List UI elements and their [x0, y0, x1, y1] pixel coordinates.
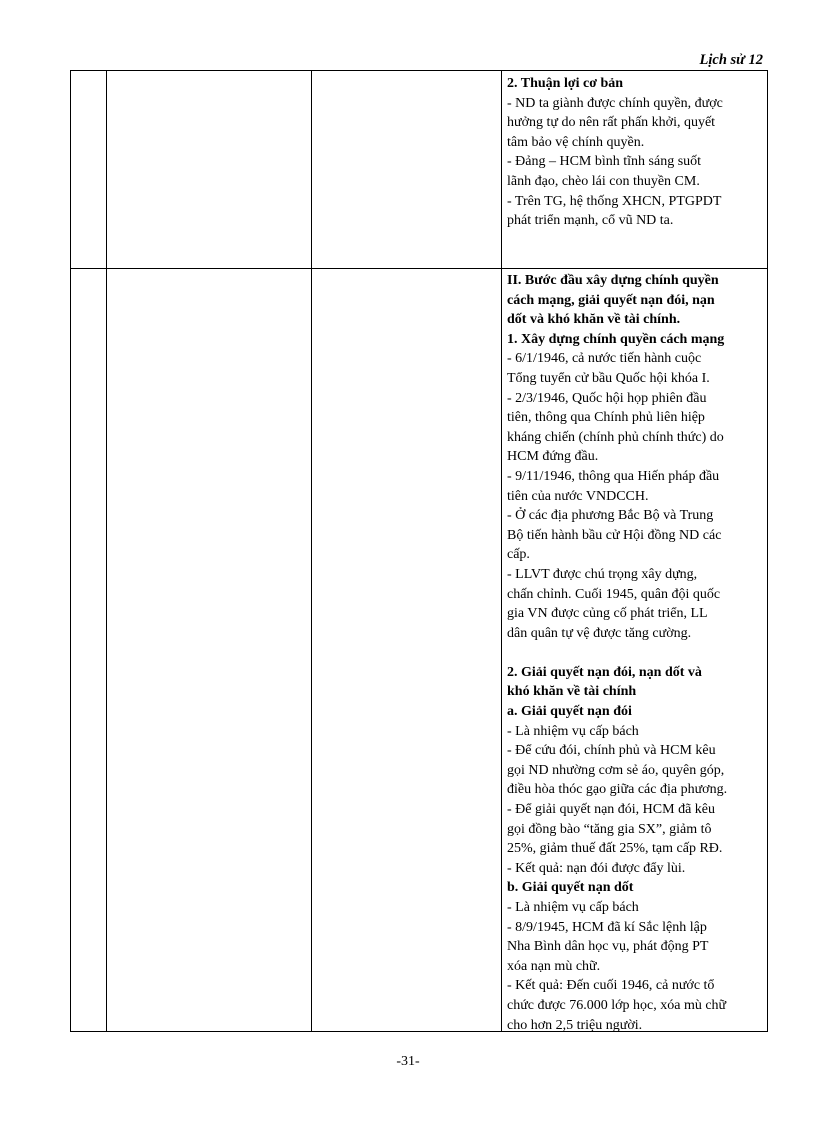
- text-line: cấp.: [507, 547, 530, 563]
- text-line: - Kết quả: nạn đói được đẩy lùi.: [507, 860, 686, 876]
- text-line: phát triển mạnh, cổ vũ ND ta.: [507, 213, 674, 229]
- text-line: - 9/11/1946, thông qua Hiến pháp đầu: [507, 468, 720, 484]
- content-table: [70, 70, 768, 1032]
- text-line: gia VN được củng cố phát triển, LL: [507, 606, 708, 622]
- text-line: Tổng tuyển cử bầu Quốc hội khóa I.: [507, 370, 710, 386]
- page-number: -31-: [396, 1054, 420, 1069]
- column-divider-1: [106, 71, 107, 1031]
- text-line: - Để cứu đói, chính phủ và HCM kêu: [507, 743, 716, 759]
- column-divider-2: [311, 71, 312, 1031]
- text-line: khó khăn về tài chính: [507, 684, 637, 700]
- text-line: Bộ tiến hành bầu cử Hội đồng ND các: [507, 527, 722, 543]
- text-line: a. Giải quyết nạn đói: [507, 704, 632, 720]
- text-line: 1. Xây dựng chính quyền cách mạng: [507, 331, 725, 347]
- text-line: dân quân tự vệ được tăng cường.: [507, 625, 692, 641]
- subject-header: Lịch sử 12: [699, 52, 763, 68]
- text-line: - LLVT được chú trọng xây dựng,: [507, 566, 698, 582]
- text-line: - Kết quả: Đến cuối 1946, cả nước tổ: [507, 978, 715, 994]
- column-divider-3: [501, 71, 502, 1031]
- text-line: - 2/3/1946, Quốc hội họp phiên đầu: [507, 390, 707, 406]
- text-line: gọi đồng bào “tăng gia SX”, giảm tô: [507, 821, 712, 837]
- table-cell-section-1: [507, 74, 759, 231]
- text-line: tâm bảo vệ chính quyền.: [507, 134, 645, 150]
- text-line: - Là nhiệm vụ cấp bách: [507, 900, 639, 915]
- text-line: 2. Thuận lợi cơ bản: [507, 76, 624, 91]
- text-line: II. Bước đầu xây dựng chính quyền: [507, 273, 719, 288]
- text-line: kháng chiến (chính phủ chính thức) do: [507, 429, 724, 445]
- text-line: [507, 643, 759, 663]
- text-line: 25%, giảm thuế đất 25%, tạm cấp RĐ.: [507, 841, 723, 857]
- text-line: chức được 76.000 lớp học, xóa mù chữ: [507, 997, 727, 1013]
- text-line: điều hòa thóc gạo giữa các địa phương.: [507, 782, 728, 798]
- text-line: - 8/9/1945, HCM đã kí Sắc lệnh lập: [507, 919, 707, 935]
- text-line: Nha Bình dân học vụ, phát động PT: [507, 939, 709, 955]
- text-line: cho hơn 2,5 triệu người.: [507, 1017, 643, 1033]
- text-line: hưởng tự do nên rất phấn khởi, quyết: [507, 115, 716, 131]
- table-cell-section-2: [507, 271, 759, 1035]
- text-line: xóa nạn mù chữ.: [507, 958, 601, 974]
- text-line: - ND ta giành được chính quyền, được: [507, 95, 723, 111]
- text-line: - 6/1/1946, cả nước tiến hành cuộc: [507, 351, 702, 367]
- text-line: 2. Giải quyết nạn đói, nạn dốt và: [507, 664, 702, 680]
- text-line: b. Giải quyết nạn dốt: [507, 880, 634, 896]
- text-line: cách mạng, giải quyết nạn đói, nạn: [507, 292, 715, 308]
- text-line: - Là nhiệm vụ cấp bách: [507, 723, 639, 739]
- text-line: - Trên TG, hệ thống XHCN, PTGPDT: [507, 193, 722, 209]
- text-line: lãnh đạo, chèo lái con thuyền CM.: [507, 173, 700, 189]
- text-line: HCM đứng đầu.: [507, 449, 599, 465]
- text-line: tiên, thông qua Chính phủ liên hiệp: [507, 410, 705, 426]
- text-line: - Để giải quyết nạn đói, HCM đã kêu: [507, 802, 716, 818]
- text-line: tiên của nước VNDCCH.: [507, 488, 649, 504]
- text-line: - Ở các địa phương Bắc Bộ và Trung: [507, 508, 714, 524]
- text-line: - Đảng – HCM bình tĩnh sáng suốt: [507, 154, 702, 170]
- text-line: gọi ND nhường cơm sẻ áo, quyên góp,: [507, 762, 725, 778]
- text-line: chấn chỉnh. Cuối 1945, quân đội quốc: [507, 586, 721, 602]
- text-line: dốt và khó khăn về tài chính.: [507, 312, 681, 328]
- row-divider: [71, 268, 767, 269]
